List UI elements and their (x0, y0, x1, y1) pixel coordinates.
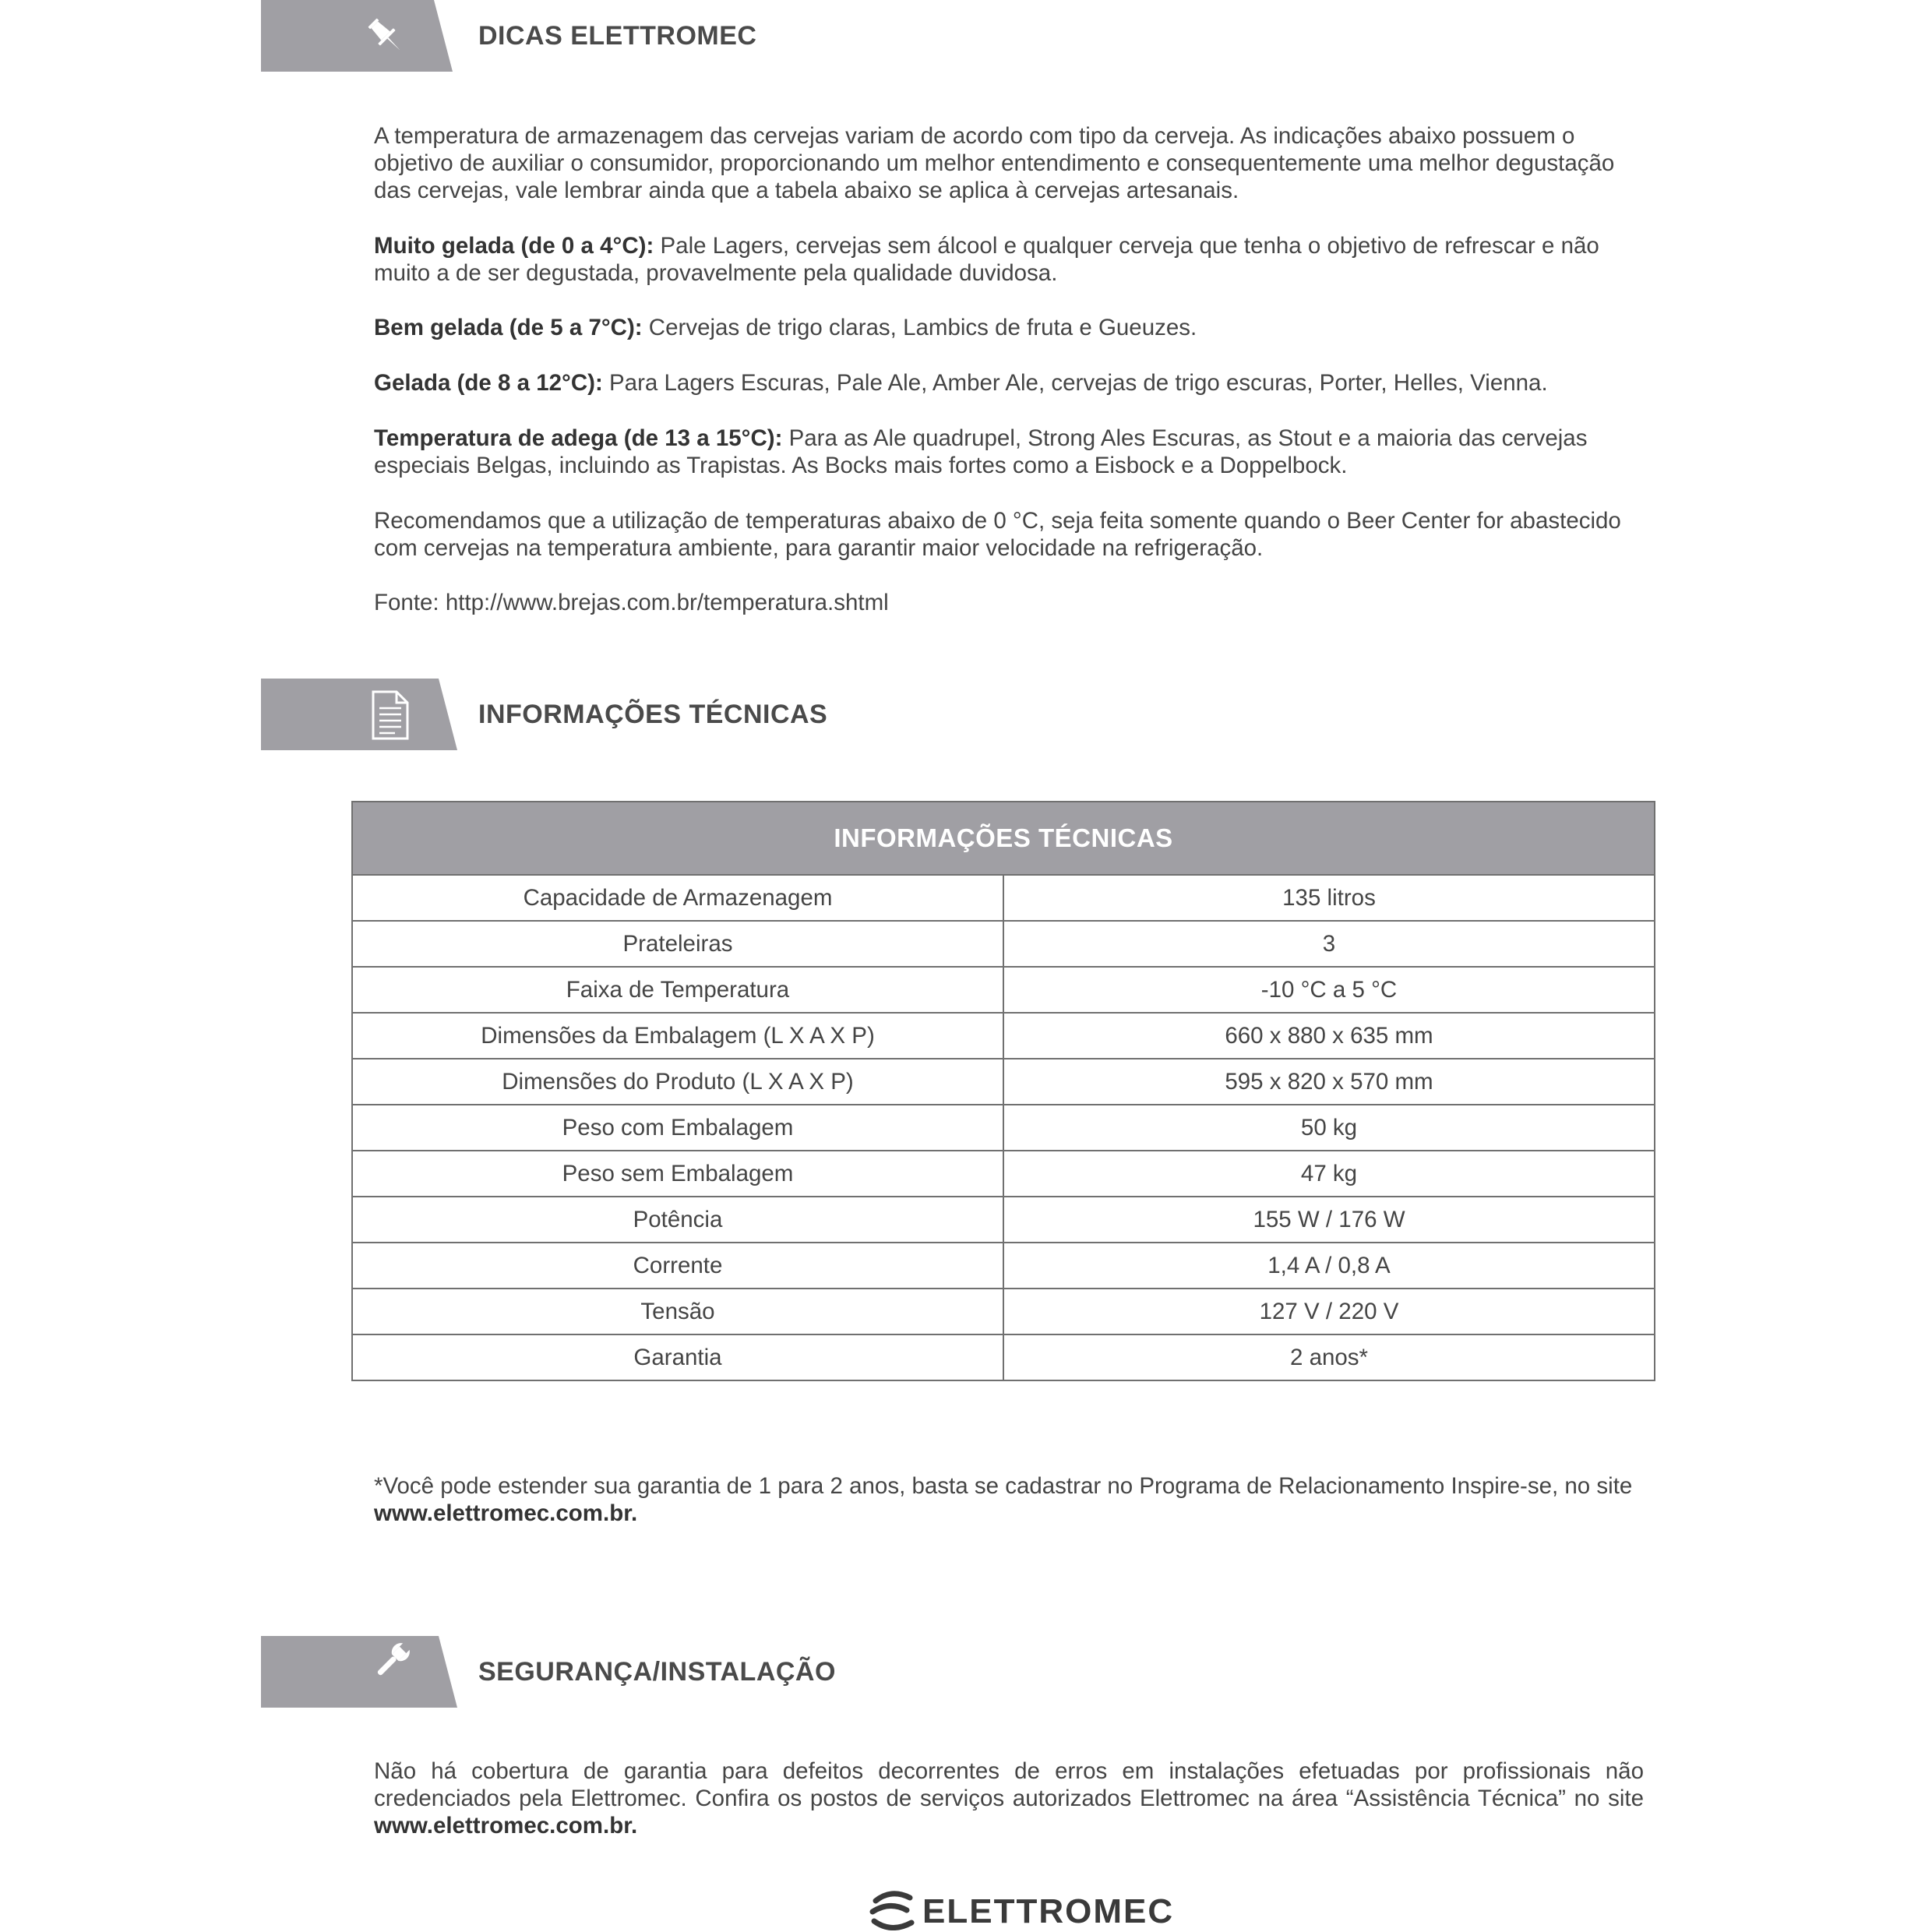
tech-spec-table (351, 801, 1655, 1381)
spec-value: 2 anos* (1003, 1334, 1655, 1380)
warranty-footnote (374, 1472, 1644, 1527)
safety-text (374, 1757, 1644, 1839)
brand-mark-icon (868, 1890, 916, 1930)
table-row (352, 1243, 1655, 1289)
spec-label: Peso sem Embalagem (352, 1151, 1003, 1197)
spec-value: 127 V / 220 V (1003, 1289, 1655, 1334)
spec-value: 595 x 820 x 570 mm (1003, 1059, 1655, 1105)
table-header-row (352, 802, 1655, 875)
elettromec-logo (865, 1888, 1175, 1932)
tips-source: Fonte: http://www.brejas.com.br/temperatura.shtml (374, 590, 889, 615)
table-row (352, 1013, 1655, 1059)
document-icon (370, 689, 411, 741)
section-title: INFORMAÇÕES TÉCNICAS (478, 700, 828, 729)
footnote-text: *Você pode estender sua garantia de 1 para 2 anos, basta se cadastrar no Programa de Relacionamento Inspire-se, no site (374, 1473, 1633, 1499)
tip-text: Para Lagers Escuras, Pale Ale, Amber Ale, cervejas de trigo escuras, Porter, Helles, Vienna. (602, 370, 1548, 396)
tip-text: Cervejas de trigo claras, Lambics de fruta e Gueuzes. (642, 315, 1197, 340)
table-header: INFORMAÇÕES TÉCNICAS (352, 802, 1655, 875)
tip-item (374, 369, 1644, 397)
website-link[interactable]: www.elettromec.com.br. (374, 1500, 638, 1526)
brand-name: ELETTROMEC (922, 1892, 1175, 1930)
table-row (352, 1151, 1655, 1197)
tip-item (374, 232, 1644, 287)
table-row (352, 921, 1655, 967)
wrench-icon (370, 1639, 414, 1683)
table-row (352, 1197, 1655, 1243)
table-row (352, 1059, 1655, 1105)
section-title: DICAS ELETTROMEC (478, 21, 757, 51)
spec-value: -10 °C a 5 °C (1003, 967, 1655, 1013)
tips-recommendation: Recomendamos que a utilização de temperaturas abaixo de 0 °C, seja feita somente quando o Beer Center for abastecido com cervejas na temperatura ambiente, para garantir maior velocidade na refrigeração. (374, 508, 1621, 561)
tip-label: Bem gelada (de 5 a 7°C): (374, 315, 643, 340)
table-row (352, 875, 1655, 921)
spec-label: Dimensões da Embalagem (L X A X P) (352, 1013, 1003, 1059)
tips-intro: A temperatura de armazenagem das cervejas variam de acordo com tipo da cerveja. As indicações abaixo possuem o objetivo de auxiliar o consumidor, proporcionando um melhor entendimento e consequentemente uma melhor degustação das cervejas, vale lembrar ainda que a tabela abaixo se aplica à cervejas artesanais. (374, 123, 1615, 203)
section-tab (261, 0, 453, 72)
tip-text: Para as Ale quadrupel, Strong Ales Escuras, as Stout e a maioria das cervejas especiais Belgas, incluindo as Trapistas. As Bocks mais fortes como a Eisbock e a Doppelbock. (374, 425, 1588, 478)
spec-value: 135 litros (1003, 875, 1655, 921)
spec-value: 155 W / 176 W (1003, 1197, 1655, 1243)
website-link[interactable]: www.elettromec.com.br. (374, 1813, 638, 1839)
section-tab (261, 679, 457, 750)
spec-label: Faixa de Temperatura (352, 967, 1003, 1013)
section-title: SEGURANÇA/INSTALAÇÃO (478, 1657, 836, 1687)
safety-body: Não há cobertura de garantia para defeitos decorrentes de erros em instalações efetuadas por profissionais não credenciados pela Elettromec. Confira os postos de serviços autorizados Elettromec na área “Assistência Técnica” no site (374, 1758, 1644, 1811)
spec-value: 1,4 A / 0,8 A (1003, 1243, 1655, 1289)
pin-icon (362, 12, 409, 59)
table-row (352, 1334, 1655, 1380)
tip-label: Gelada (de 8 a 12°C): (374, 370, 603, 396)
spec-value: 47 kg (1003, 1151, 1655, 1197)
tip-label: Muito gelada (de 0 a 4°C): (374, 233, 654, 259)
section-tab (261, 1636, 457, 1708)
spec-label: Potência (352, 1197, 1003, 1243)
spec-label: Dimensões do Produto (L X A X P) (352, 1059, 1003, 1105)
spec-value: 50 kg (1003, 1105, 1655, 1151)
spec-label: Peso com Embalagem (352, 1105, 1003, 1151)
spec-label: Tensão (352, 1289, 1003, 1334)
tip-label: Temperatura de adega (de 13 a 15°C): (374, 425, 783, 451)
spec-label: Prateleiras (352, 921, 1003, 967)
table-row (352, 1289, 1655, 1334)
spec-value: 660 x 880 x 635 mm (1003, 1013, 1655, 1059)
table-row (352, 967, 1655, 1013)
spec-label: Capacidade de Armazenagem (352, 875, 1003, 921)
tip-item (374, 314, 1644, 341)
spec-label: Garantia (352, 1334, 1003, 1380)
spec-value: 3 (1003, 921, 1655, 967)
tip-text: Pale Lagers, cervejas sem álcool e qualquer cerveja que tenha o objetivo de refrescar e não muito a de ser degustada, provavelmente pela qualidade duvidosa. (374, 233, 1599, 286)
tip-item (374, 425, 1644, 479)
table-row (352, 1105, 1655, 1151)
spec-label: Corrente (352, 1243, 1003, 1289)
